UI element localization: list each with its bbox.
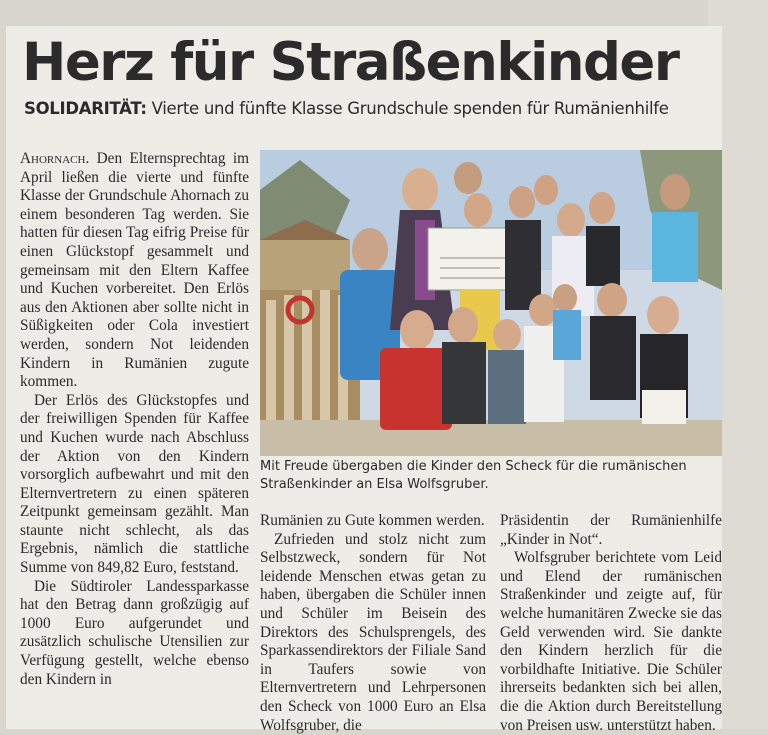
news-article (6, 26, 722, 734)
paragraph-1 (20, 150, 249, 392)
subheadline-text: Vierte und fünfte Klasse Grundschule spenden für Rumänienhilfe (146, 99, 669, 118)
paragraph-1-text: Den Elternsprechtag im April ließen die vierte und fünfte Klasse der Grundschule Ahornach zu einem besonderen Tag werden. Sie hatten für diesen Tag eifrig Preise für einen Glückstopf gesammelt und gemeinsam mit den Eltern Kaffee und Kuchen vorbereitet. Den Erlös aus den Aktionen aber sollte nicht in Süßigkeiten oder Cola investiert werden, sondern Not leidenden Kindern in Rumänien zugute kommen. (20, 150, 249, 391)
dateline: Ahornach. (20, 150, 90, 167)
group-photo-illustration (260, 150, 722, 456)
paragraph-4: Rumänien zu Gute kommen werden. (260, 512, 485, 529)
paragraph-3: Die Südtiroler Landessparkasse hat den Betrag dann großzügig auf 1000 Euro aufgerundet und zusätzlich schulische Utensilien zur Verfügung gestellt, welche ebenso den Kindern in (20, 577, 249, 688)
headline: Herz für Straßenkinder (22, 32, 679, 93)
article-photo (260, 150, 722, 456)
paragraph-2: Der Erlös des Glückstopfes und der freiwilligen Spenden für Kaffee und Kuchen wurde nach Abschluss der Aktion von den Kindern vorsorglich aufbewahrt und mit den Elternvertretern zu einen späteren Zeitpunkt gemeinsam gezählt. Man staunte nicht schlecht, als das Ergebnis, nämlich die stattliche Summe von 849,82 Euro, feststand. (20, 391, 249, 577)
article-column-1 (20, 150, 249, 689)
paragraph-7: Wolfsgruber berichtete vom Leid und Elend der rumänischen Straßenkinder und zeigte auf, für welche humanitären Zwecke sie das Geld verwenden wird. Sie dankte den Kindern herzlich für die vorbildhafte Initiative. Die Schüler ihrerseits bedankten sich bei allen, die die Aktion durch Bereitstellung von Preisen usw. unterstützt haben. (500, 549, 722, 734)
subheadline-kicker: SOLIDARITÄT: (24, 99, 147, 118)
article-column-3 (500, 512, 722, 735)
paragraph-6: Präsidentin der Rumänienhilfe „Kinder in Not“. (500, 512, 722, 548)
photo-caption: Mit Freude übergaben die Kinder den Scheck für die rumänischen Straßenkinder an Elsa Wolfsgruber. (260, 459, 687, 492)
subheadline (24, 99, 669, 118)
paragraph-5: Zufrieden und stolz nicht zum Selbstzweck, sondern für Not leidende Menschen etwas getan zu haben, übergaben die Schüler innen und Schüler im Beisein des Direktors des Schulsprengels, des Sparkassendirektors der Filiale Sand in Taufers sowie von Elternvertretern und Lehrpersonen den Scheck von 1000 Euro an Elsa Wolfsgruber, die (260, 530, 486, 734)
article-column-2 (260, 512, 486, 735)
